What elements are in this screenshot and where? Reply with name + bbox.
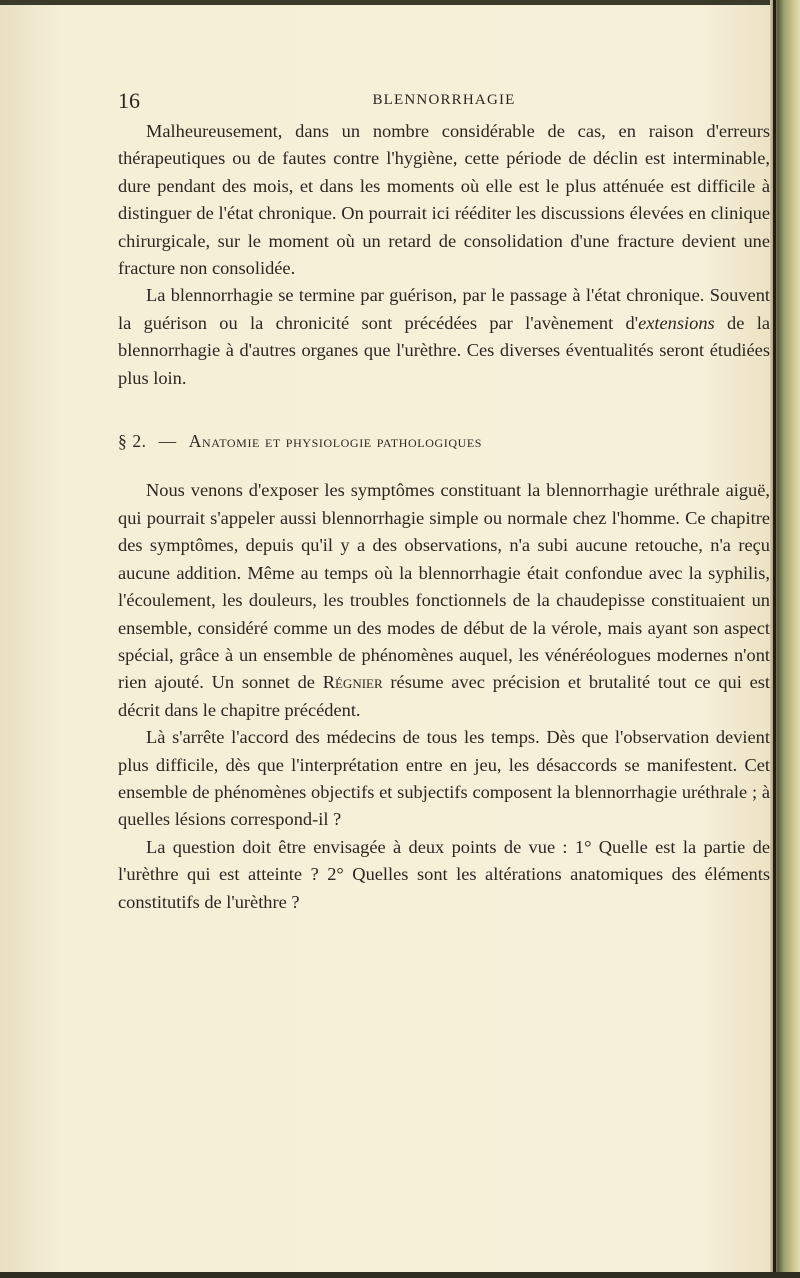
paragraph (118, 282, 770, 392)
emphasis: extensions (638, 312, 715, 333)
text-run: résume avec précision et brutalité tout ce qui est décrit dans le chapitre précédent. (118, 672, 770, 720)
section-heading (118, 428, 770, 455)
page-number: 16 (118, 88, 140, 113)
section-title: Anatomie et physiologie pathologiques (188, 431, 483, 452)
section-number: § 2. (118, 431, 147, 452)
paragraph: La question doit être envisagée à deux points de vue : 1° Quelle est la partie de l'urèthre qui est atteinte ? 2° Quelles sont les altérations anatomiques des éléments constitutifs de l'urèthre ? (118, 836, 770, 912)
paragraph (118, 477, 770, 724)
paragraph: Là s'arrête l'accord des médecins de tous les temps. Dès que l'observation devient plus difficile, dès que l'interprétation entre en jeu, les désaccords se manifestent. Cet ensemble de phénomènes objectifs et subjectifs composent la blennorrhagie uréthrale ; à quelles lésions correspond-il ? (118, 727, 770, 830)
bottom-border (0, 1272, 800, 1278)
text-run: de la blennorrhagie à d'autres organes que l'urèthre. Ces diverses éventualités seront étudiées plus loin. (118, 312, 770, 388)
author-name: Régnier (322, 672, 383, 693)
page-body (118, 118, 770, 916)
page-edge-line (773, 0, 776, 1278)
text-run: Nous venons d'exposer les symptômes constituant la blennorrhagie uréthrale aiguë, qui pourrait s'appeler aussi blennorrhagie simple ou normale chez l'homme. Ce chapitre des symptômes, depuis qu'il y a des observations, n'a subi aucune retouche, n'a reçu aucune addition. Même au temps où la blennorrhagie était confondue avec la syphilis, l'écoulement, les douleurs, les troubles fonctionnels de la chaudepisse constituaient un ensemble, considéré comme un des modes de début de la vérole, mais ayant son aspect spécial, grâce à un ensemble de phénomènes auquel, les vénéréologues modernes n'ont rien ajouté. Un sonnet de (118, 480, 770, 693)
paragraph: Malheureusement, dans un nombre considérable de cas, en raison d'erreurs thérapeutiques ou de fautes contre l'hygiène, cette période de déclin est interminable, dure pendant des mois, et dans les moments où elle est le plus atténuée est difficile à distinguer de l'état chronique. On pourrait ici rééditer les discussions élevées en clinique chirurgicale, sur le moment où un retard de consolidation d'une fracture devient une fracture non consolidée. (118, 121, 770, 279)
top-border (0, 0, 800, 5)
section-dash: — (158, 431, 177, 452)
running-head: BLENNORRHAGIE (372, 92, 516, 108)
text-run: La blennorrhagie se termine par guérison, par le passage à l'état chronique. Souvent la guérison ou la chronicité sont précédées par l'avènement d' (118, 285, 770, 333)
page-header (118, 88, 770, 118)
